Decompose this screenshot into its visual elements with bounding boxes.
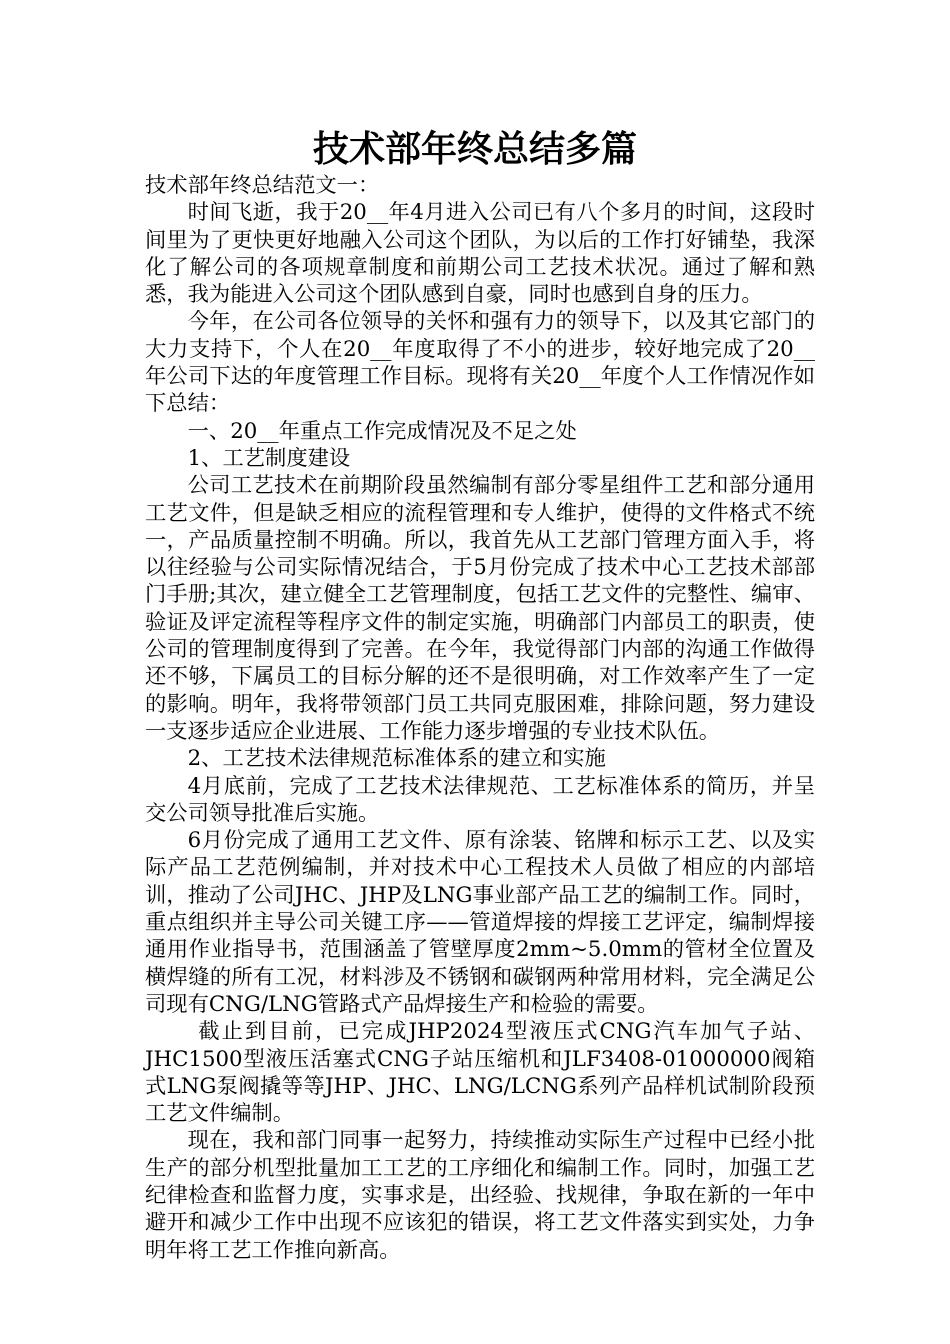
paragraph-summary: 今年，在公司各位领导的关怀和强有力的领导下，以及其它部门的大力支持下，个人在20__年度取得了不小的进步，较好地完成了20__年公司下达的年度管理工作目标。现将有关20__年度个人工作情况作如下总结：	[145, 309, 815, 417]
paragraph-now: 现在，我和部门同事一起努力，持续推动实际生产过程中已经小批生产的部分机型批量加工工艺的工序细化和编制工作。同时，加强工艺纪律检查和监督力度，实事求是，出经验、找规律，争取在新的一年中避开和减少工作中出现不应该犯的错误，将工艺文件落实到实处，力争明年将工艺工作推向新高。	[145, 1128, 815, 1263]
paragraph-june: 6月份完成了通用工艺文件、原有涂装、铭牌和标示工艺、以及实际产品工艺范例编制，并对技术中心工程技术人员做了相应的内部培训，推动了公司JHC、JHP及LNG事业部产品工艺的编制工作。同时，重点组织并主导公司关键工序——管道焊接的焊接工艺评定，编制焊接通用作业指导书，范围涵盖了管壁厚度2mm~5.0mm的管材全位置及横焊缝的所有工况，材料涉及不锈钢和碳钢两种常用材料，完全满足公司现有CNG/LNG管路式产品焊接生产和检验的需要。	[145, 828, 815, 1017]
document-body	[145, 172, 815, 1264]
heading-process-system: 1、工艺制度建设	[187, 445, 351, 471]
paragraph-process-system: 公司工艺技术在前期阶段虽然编制有部分零星组件工艺和部分通用工艺文件，但是缺乏相应的流程管理和专人维护，使得的文件格式不统一，产品质量控制不明确。所以，我首先从工艺部门管理方面入手，将以往经验与公司实际情况结合，于5月份完成了技术中心工艺技术部部门手册;其次，建立健全工艺管理制度，包括工艺文件的完整性、编审、验证及评定流程等程序文件的制定实施，明确部门内部员工的职责，使公司的管理制度得到了完善。在今年，我觉得部门内部的沟通工作做得还不够，下属员工的目标分解的还不是很明确，对工作效率产生了一定的影响。明年，我将带领部门员工共同克服困难，排除问题，努力建设一支逐步适应企业进展、工作能力逐步增强的专业技术队伍。	[145, 473, 815, 744]
document-title: 技术部年终总结多篇	[312, 129, 637, 170]
paragraph-intro: 时间飞逝，我于20__年4月进入公司已有八个多月的时间，这段时间里为了更快更好地融入公司这个团队，为以后的工作打好铺垫，我深化了解公司的各项规章制度和前期公司工艺技术状况。通过了解和熟悉，我为能进入公司这个团队感到自豪，同时也感到自身的压力。	[145, 200, 815, 308]
paragraph-progress: 截止到目前，已完成JHP2024型液压式CNG汽车加气子站、JHC1500型液压活塞式CNG子站压缩机和JLF3408-01000000阀箱式LNG泵阀撬等等JHP、JHC、LNG/LCNG系列产品样机试制阶段预工艺文件编制。	[145, 1019, 815, 1127]
section-heading-sample-one: 技术部年终总结范文一：	[145, 173, 380, 198]
heading-key-work: 一、20__年重点工作完成情况及不足之处	[187, 418, 577, 444]
heading-standards-system: 2、工艺技术法律规范标准体系的建立和实施	[187, 746, 606, 772]
paragraph-april: 4月底前，完成了工艺技术法律规范、工艺标准体系的简历，并呈交公司领导批准后实施。	[145, 773, 815, 826]
